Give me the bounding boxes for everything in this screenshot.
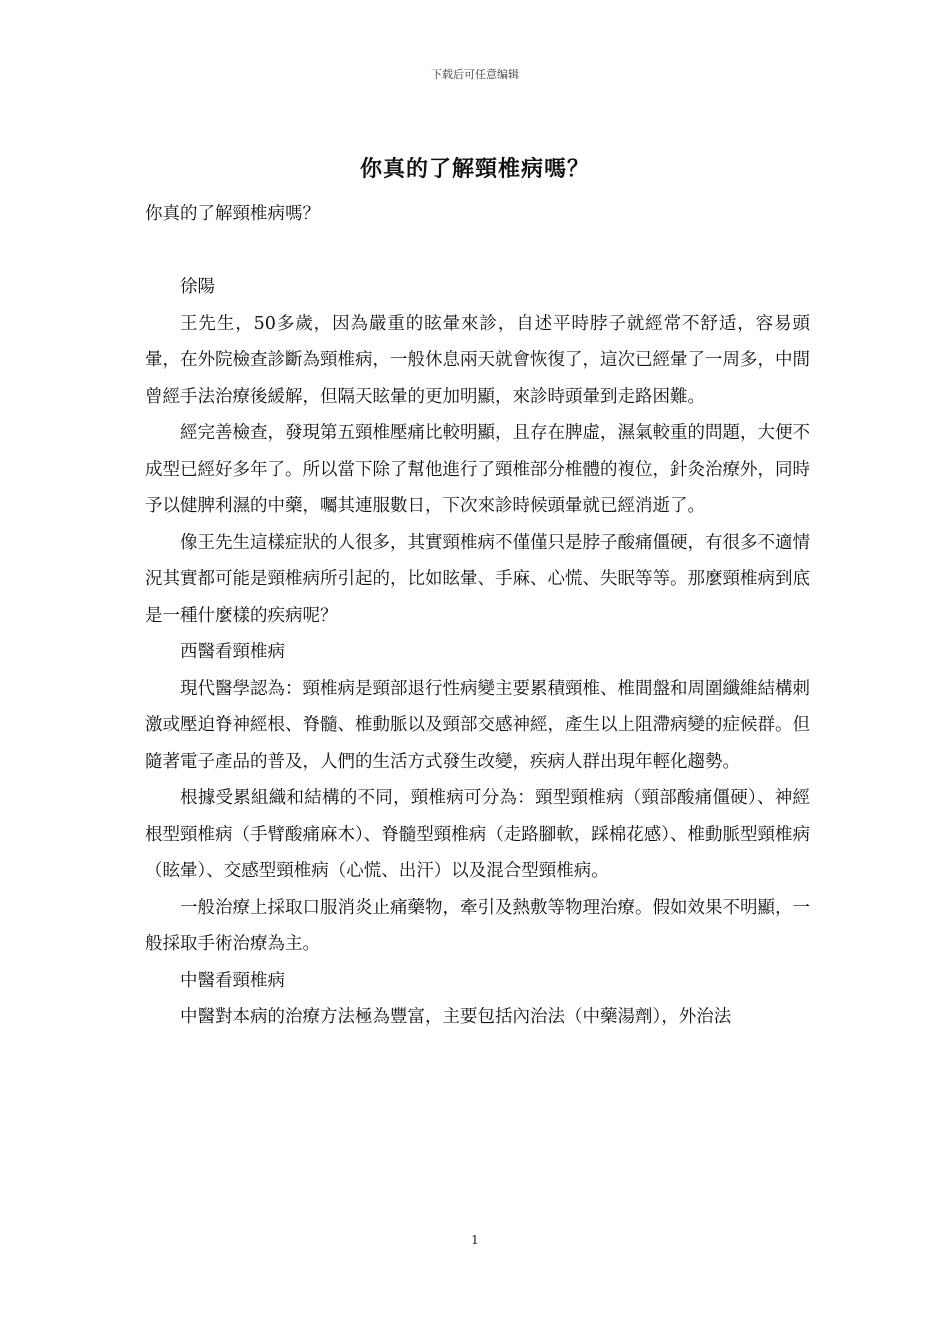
paragraph-tcm-treatment: 中醫對本病的治療方法極為豐富，主要包括內治法（中藥湯劑），外治法	[180, 1007, 732, 1027]
blank-line	[145, 233, 810, 270]
paragraph-western-treatment: 一般治療上採取口服消炎止痛藥物，牽引及熱敷等物理治療。假如效果不明顯，一般採取手術治療為主。	[145, 897, 810, 954]
author-line: 徐陽	[180, 277, 215, 297]
document-title: 你真的了解頸椎病嗎？	[359, 156, 590, 182]
section-heading-western: 西醫看頸椎病	[180, 642, 285, 662]
paragraph-case-treatment: 經完善檢查，發現第五頸椎壓痛比較明顯，且存在脾虛，濕氣較重的問題，大便不成型已經好多年了。所以當下除了幫他進行了頸椎部分椎體的複位，針灸治療外，同時予以健脾利濕的中藥，囑其連服數日，下次來診時候頭暈就已經消逝了。	[145, 423, 810, 516]
paragraph-case-intro: 王先生，50多歲，因為嚴重的眩暈來診，自述平時脖子就經常不舒适，容易頭暈，在外院檢查診斷為頸椎病，一般休息兩天就會恢復了，這次已經暈了一周多，中間曾經手法治療後緩解，但隔天眩暈的更加明顯，來診時頭暈到走路困難。	[145, 313, 810, 407]
paragraph-western-definition: 現代醫學認為：頸椎病是頸部退行性病變主要累積頸椎、椎間盤和周圍纖維結構刺激或壓迫脊神經根、脊髓、椎動脈以及頸部交感神經，產生以上阻滯病變的症候群。但隨著電子產品的普及，人們的生活方式發生改變，疾病人群出現年輕化趨勢。	[145, 678, 810, 772]
document-subtitle: 你真的了解頸椎病嗎？	[145, 204, 320, 224]
page-header-note: 下载后可任意编辑	[431, 68, 519, 81]
document-body	[145, 196, 810, 1036]
section-heading-tcm: 中醫看頸椎病	[180, 970, 285, 991]
paragraph-symptoms: 像王先生這樣症狀的人很多，其實頸椎病不僅僅只是脖子酸痛僵硬，有很多不適情況其實都可能是頸椎病所引起的，比如眩暈、手麻、心慌、失眠等等。那麼頸椎病到底是一種什麼樣的疾病呢？	[145, 532, 810, 626]
page-number: 1	[471, 1233, 479, 1247]
paragraph-classification: 根據受累組織和結構的不同，頸椎病可分為：頸型頸椎病（頸部酸痛僵硬）、神經根型頸椎病（手臂酸痛麻木）、脊髓型頸椎病（走路腳軟，踩棉花感）、椎動脈型頸椎病（眩暈）、交感型頸椎病（心慌、出汗）以及混合型頸椎病。	[145, 788, 810, 881]
